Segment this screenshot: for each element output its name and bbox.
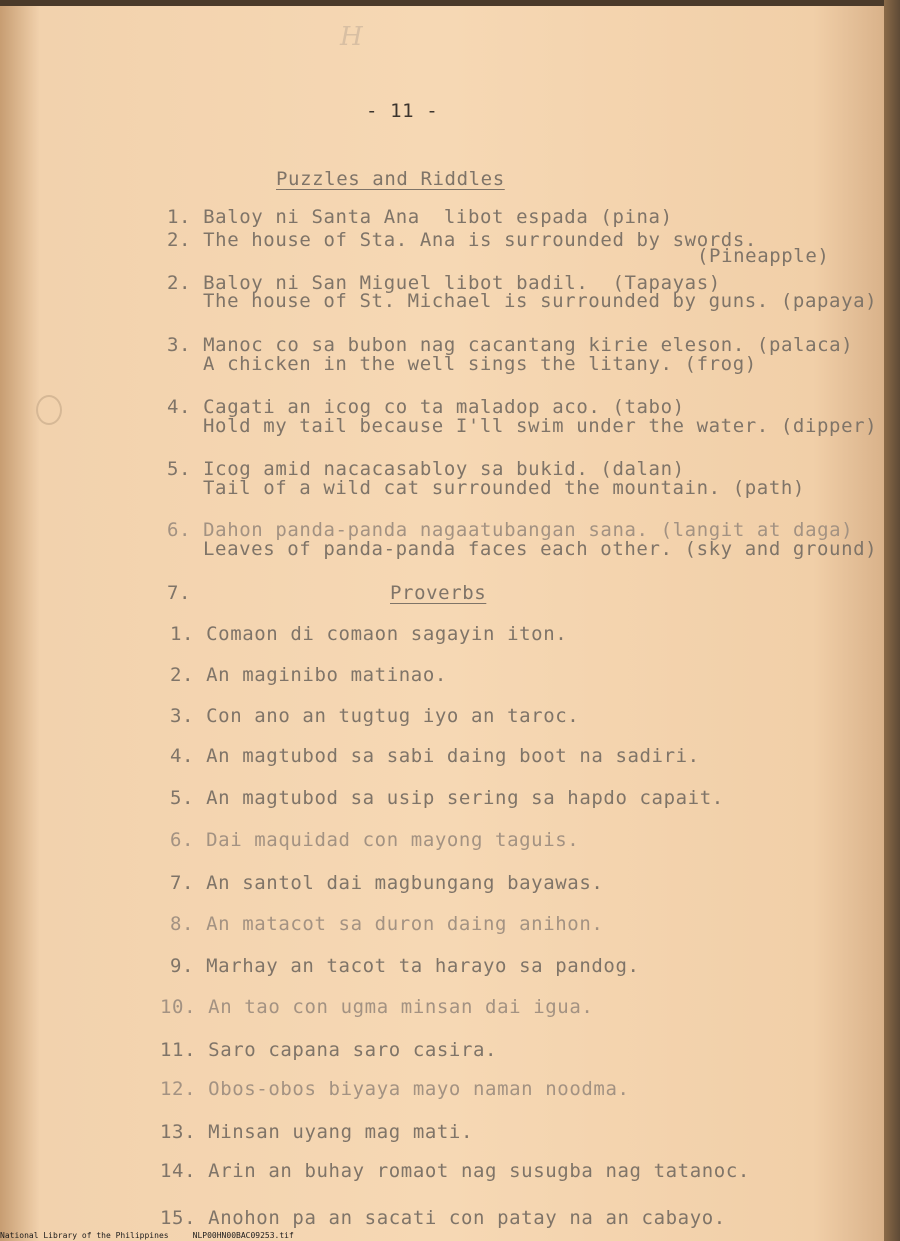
proverb-6: 6. Dai maquidad con mayong taguis. <box>170 829 580 851</box>
proverb-7: 7. An santol dai magbungang bayawas. <box>170 872 604 894</box>
proverb-4: 4. An magtubod sa sabi daing boot na sadiri. <box>170 745 700 767</box>
item-7: 7. <box>167 582 192 604</box>
riddle-5-line1: 5. Icog amid nacacasabloy sa bukid. (dalan) <box>167 458 685 480</box>
riddle-4-line1: 4. Cagati an icog co ta maladop aco. (tabo) <box>167 396 685 418</box>
proverbs-heading: Proverbs <box>390 582 487 604</box>
riddle-1-line1: 1. Baloy ni Santa Ana libot espada (pina) <box>167 206 673 228</box>
proverb-14: 14. Arin an buhay romaot nag susugba nag tatanoc. <box>160 1160 750 1182</box>
proverb-3: 3. Con ano an tugtug iyo an taroc. <box>170 705 580 727</box>
page-top-edge <box>0 0 884 6</box>
proverb-10: 10. An tao con ugma minsan dai igua. <box>160 996 594 1018</box>
proverb-13: 13. Minsan uyang mag mati. <box>160 1121 474 1143</box>
proverb-1: 1. Comaon di comaon sagayin iton. <box>170 623 568 645</box>
riddle-3-line2: A chicken in the well sings the litany. (frog) <box>203 353 757 375</box>
proverb-5: 5. An magtubod sa usip sering sa hapdo capait. <box>170 787 724 809</box>
proverb-2: 2. An maginibo matinao. <box>170 664 447 686</box>
riddle-4-line2: Hold my tail because I'll swim under the water. (dipper) <box>203 415 878 437</box>
riddles-heading: Puzzles and Riddles <box>276 168 505 190</box>
page-number: - 11 - <box>366 100 439 122</box>
riddle-3-line1: 3. Manoc co sa bubon nag cacantang kirie eleson. (palaca) <box>167 334 854 356</box>
proverb-15: 15. Anohon pa an sacati con patay na an cabayo. <box>160 1207 726 1229</box>
proverb-9: 9. Marhay an tacot ta harayo sa pandog. <box>170 955 640 977</box>
riddle-6-line1: 6. Dahon panda-panda nagaatubangan sana. (langit at daga) <box>167 519 854 541</box>
riddle-1-line2: 2. The house of Sta. Ana is surrounded by swords. <box>167 229 757 251</box>
pencil-mark: H <box>340 22 363 52</box>
footer-caption: National Library of the Philippines NLP00HN00BAC09253.tif <box>0 1231 294 1240</box>
riddle-6-line2: Leaves of panda-panda faces each other. (sky and ground) <box>203 538 878 560</box>
book-spine <box>884 0 900 1241</box>
proverb-8: 8. An matacot sa duron daing anihon. <box>170 913 604 935</box>
riddle-2-line2: The house of St. Michael is surrounded by guns. (papaya) <box>203 290 878 312</box>
margin-mark <box>36 395 62 425</box>
riddle-2-line1: 2. Baloy ni San Miguel libot badil. (Tapayas) <box>167 272 721 294</box>
proverb-12: 12. Obos-obos biyaya mayo naman noodma. <box>160 1078 630 1100</box>
proverb-11: 11. Saro capana saro casira. <box>160 1039 498 1061</box>
riddle-1-line3: (Pineapple) <box>697 245 830 267</box>
riddle-5-line2: Tail of a wild cat surrounded the mountain. (path) <box>203 477 805 499</box>
